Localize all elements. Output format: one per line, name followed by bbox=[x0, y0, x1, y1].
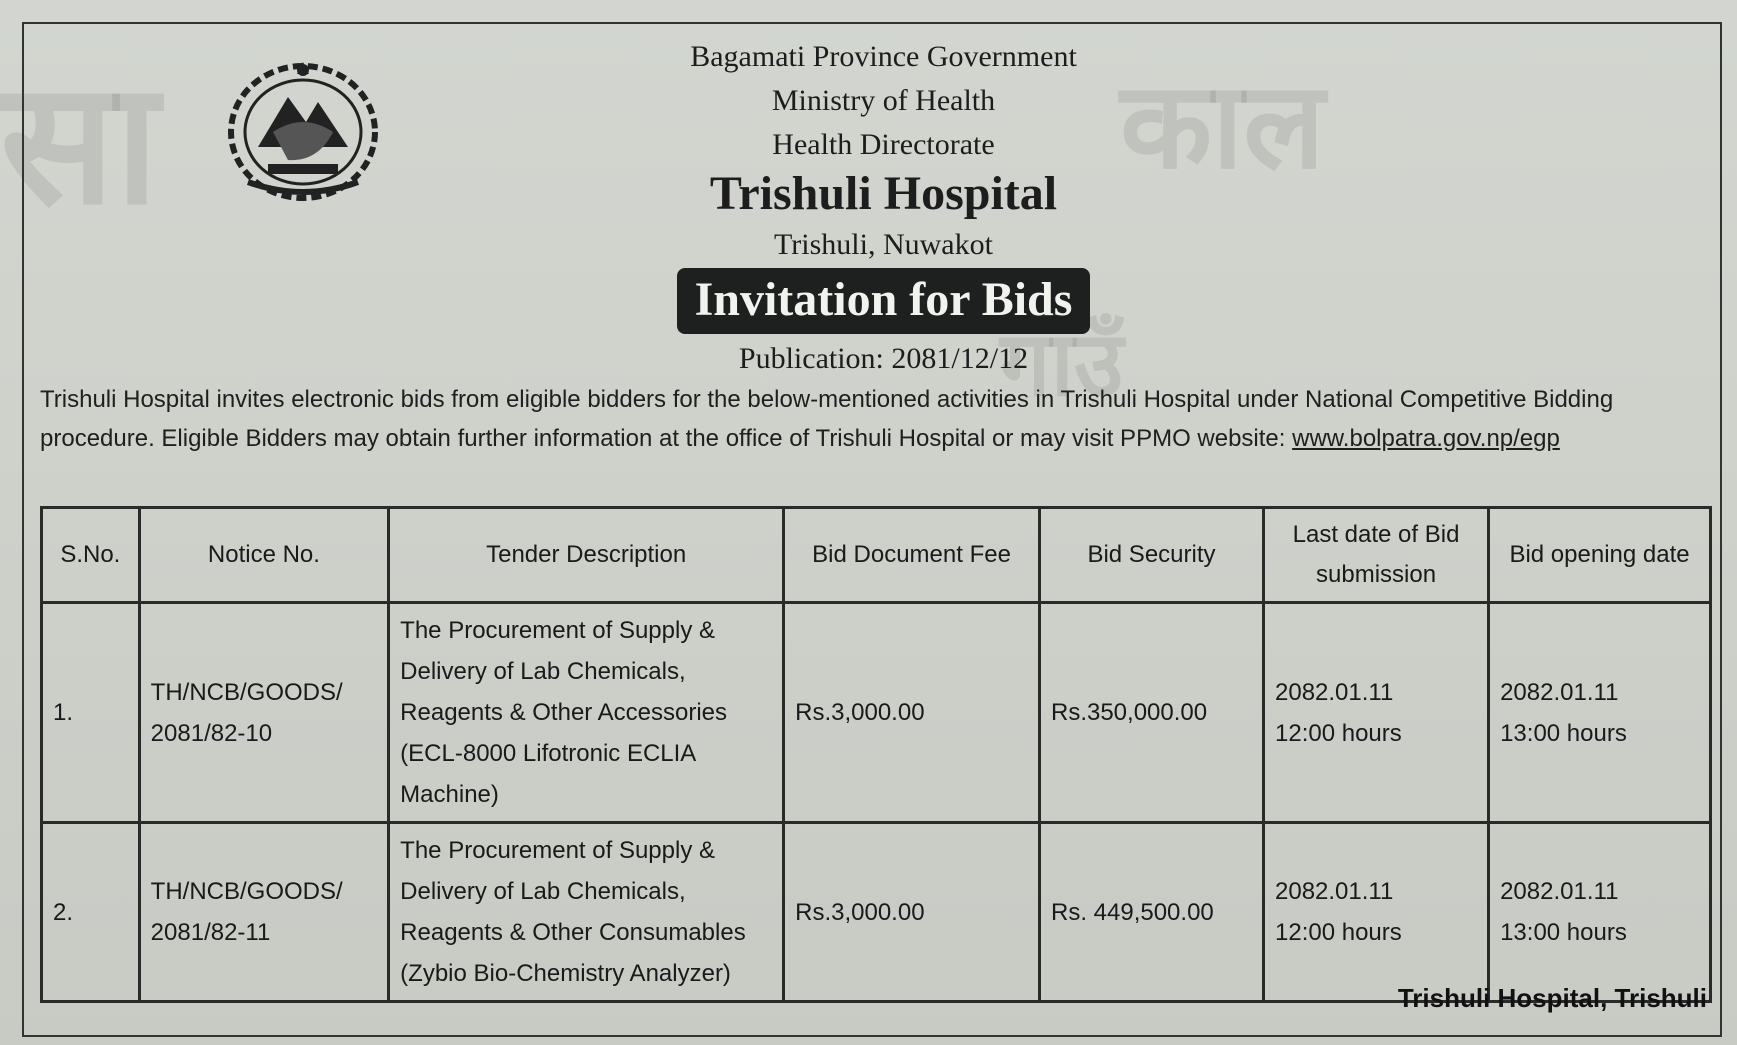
open-time-value: 13:00 hours bbox=[1500, 719, 1627, 747]
cell-fee: Rs.3,000.00 bbox=[784, 823, 1040, 1002]
cell-opening-date bbox=[1489, 823, 1711, 1002]
cell-fee: Rs.3,000.00 bbox=[784, 603, 1040, 823]
ministry-name: Ministry of Health bbox=[771, 84, 996, 117]
cell-sno: 2. bbox=[42, 823, 140, 1002]
province-name: Bagamati Province Government bbox=[690, 40, 1077, 73]
notice-title: Invitation for Bids bbox=[677, 268, 1091, 334]
last-date-value: 2082.01.11 bbox=[1275, 878, 1394, 905]
header-sno: S.No. bbox=[42, 508, 140, 603]
cell-notice-no: TH/NCB/GOODS/ 2081/82-10 bbox=[139, 603, 389, 823]
header-bid-security: Bid Security bbox=[1039, 508, 1263, 603]
table-row bbox=[42, 603, 1711, 823]
publication-date: Publication: 2081/12/12 bbox=[738, 342, 1029, 375]
hospital-name: Trishuli Hospital bbox=[709, 167, 1058, 220]
directorate-name: Health Directorate bbox=[772, 128, 995, 161]
header-tender-description: Tender Description bbox=[389, 508, 784, 603]
notice-title-wrap bbox=[0, 268, 1737, 334]
intro-text: Trishuli Hospital invites electronic bids from eligible bidders for the below-mentioned activities in Trishuli Hospital under National Competitive Bidding procedure. Eligible Bidders may obtain further information at the office of Trishuli Hospital or may visit PPMO website: bbox=[40, 386, 1614, 452]
header-notice-no: Notice No. bbox=[139, 508, 389, 603]
header-last-date: Last date of Bid submission bbox=[1264, 508, 1489, 603]
header-bid-document-fee: Bid Document Fee bbox=[784, 508, 1040, 603]
cell-notice-no: TH/NCB/GOODS/ 2081/82-11 bbox=[139, 823, 389, 1002]
cell-description: The Procurement of Supply & Delivery of Lab Chemicals, Reagents & Other Consumables (Zybio Bio-Chemistry Analyzer) bbox=[389, 823, 784, 1002]
cell-sno: 1. bbox=[42, 603, 140, 823]
header-bid-opening: Bid opening date bbox=[1489, 508, 1711, 603]
bids-table bbox=[40, 506, 1712, 1003]
open-time-value: 13:00 hours bbox=[1500, 919, 1627, 946]
hospital-location: Trishuli, Nuwakot bbox=[774, 228, 993, 261]
table-header-row bbox=[42, 508, 1711, 603]
cell-description: The Procurement of Supply & Delivery of Lab Chemicals, Reagents & Other Accessories (ECL-8000 Lifotronic ECLIA Machine) bbox=[389, 603, 784, 823]
cell-security: Rs. 449,500.00 bbox=[1039, 823, 1263, 1002]
intro-paragraph bbox=[40, 380, 1712, 458]
cell-last-date bbox=[1264, 823, 1489, 1002]
last-time-value: 12:00 hours bbox=[1275, 919, 1402, 946]
footer-signature: Trishuli Hospital, Trishuli bbox=[1397, 983, 1707, 1013]
cell-last-date bbox=[1264, 603, 1489, 823]
cell-opening-date bbox=[1489, 603, 1711, 823]
open-date-value: 2082.01.11 bbox=[1500, 878, 1619, 905]
open-date-value: 2082.01.11 bbox=[1500, 678, 1619, 706]
cell-security: Rs.350,000.00 bbox=[1039, 603, 1263, 823]
last-date-value: 2082.01.11 bbox=[1275, 678, 1394, 706]
table-row bbox=[42, 823, 1711, 1002]
ppmo-website-link[interactable]: www.bolpatra.gov.np/egp bbox=[1292, 425, 1560, 452]
last-time-value: 12:00 hours bbox=[1275, 719, 1402, 747]
